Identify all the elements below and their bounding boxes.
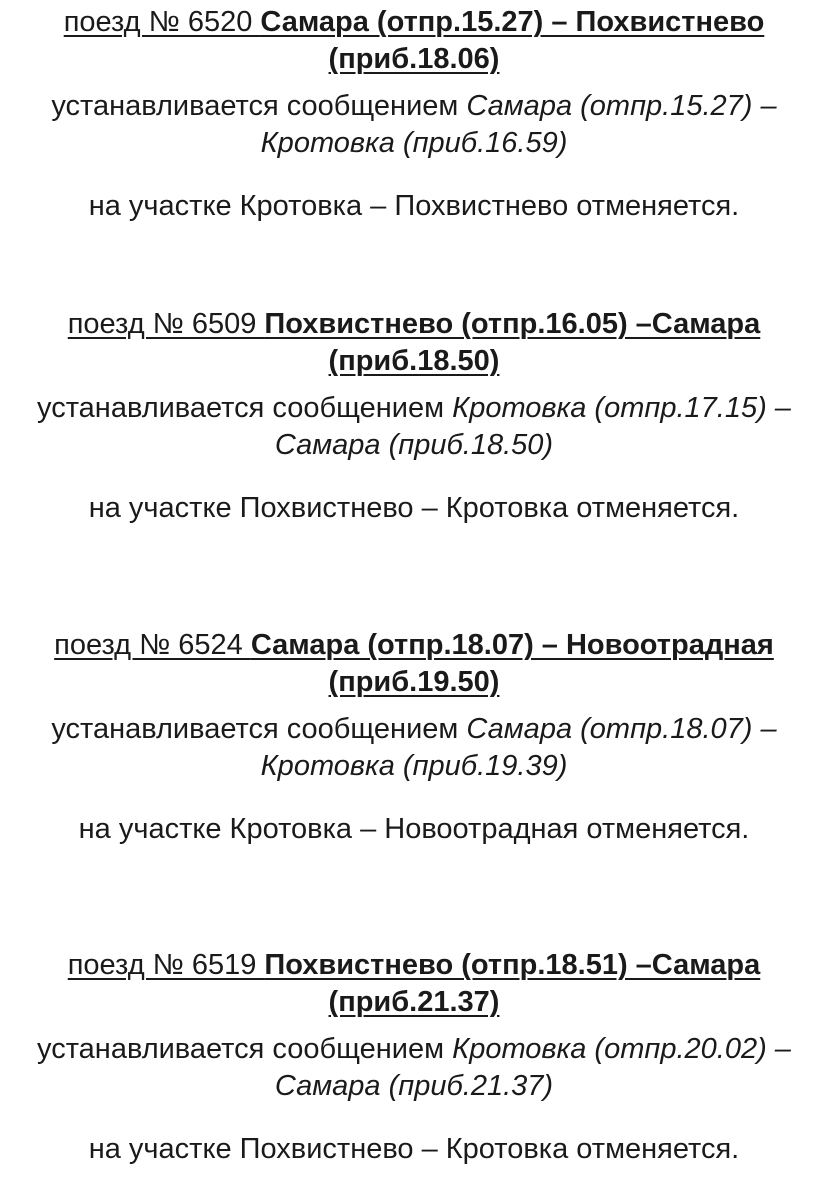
train-number: поезд № 6524 bbox=[54, 629, 251, 661]
new-route: Кротовка (отпр.20.02) – Самара (приб.21.37) bbox=[274, 1033, 791, 1102]
train-route: Самара (отпр.15.27) – Похвистнево (приб.18.06) bbox=[260, 6, 765, 75]
notice-title bbox=[30, 4, 798, 78]
cancellation-line: на участке Кротовка – Похвистнево отменяется. bbox=[88, 190, 740, 222]
new-route-prefix: устанавливается сообщением bbox=[37, 392, 453, 424]
new-route-prefix: устанавливается сообщением bbox=[51, 90, 467, 122]
new-route: Кротовка (отпр.17.15) – Самара (приб.18.50) bbox=[274, 392, 791, 461]
train-route: Самара (отпр.18.07) – Новоотрадная (приб.19.50) bbox=[250, 629, 774, 698]
new-route-line bbox=[30, 88, 798, 162]
train-number: поезд № 6520 bbox=[63, 6, 261, 38]
train-route: Похвистнево (отпр.18.51) –Самара (приб.21.37) bbox=[264, 949, 761, 1018]
new-route-line bbox=[30, 390, 798, 464]
train-notice-6509 bbox=[30, 306, 798, 527]
cancellation-line: на участке Похвистнево – Кротовка отменяется. bbox=[88, 492, 740, 524]
cancellation-line: на участке Кротовка – Новоотрадная отменяется. bbox=[78, 813, 750, 845]
train-notice-6519 bbox=[30, 947, 798, 1168]
new-route-line bbox=[30, 1031, 798, 1105]
new-route: Самара (отпр.18.07) – Кротовка (приб.19.39) bbox=[260, 713, 777, 782]
new-route: Самара (отпр.15.27) – Кротовка (приб.16.59) bbox=[260, 90, 777, 159]
new-route-prefix: устанавливается сообщением bbox=[37, 1033, 453, 1065]
notice-title bbox=[30, 627, 798, 701]
train-route: Похвистнево (отпр.16.05) –Самара (приб.18.50) bbox=[264, 308, 761, 377]
train-number: поезд № 6509 bbox=[67, 308, 265, 340]
cancellation-line: на участке Похвистнево – Кротовка отменяется. bbox=[88, 1133, 740, 1165]
notice-title bbox=[30, 947, 798, 1021]
new-route-prefix: устанавливается сообщением bbox=[51, 713, 467, 745]
notice-title bbox=[30, 306, 798, 380]
train-number: поезд № 6519 bbox=[67, 949, 265, 981]
train-notice-6524 bbox=[30, 627, 798, 848]
train-notice-6520 bbox=[30, 4, 798, 225]
new-route-line bbox=[30, 711, 798, 785]
